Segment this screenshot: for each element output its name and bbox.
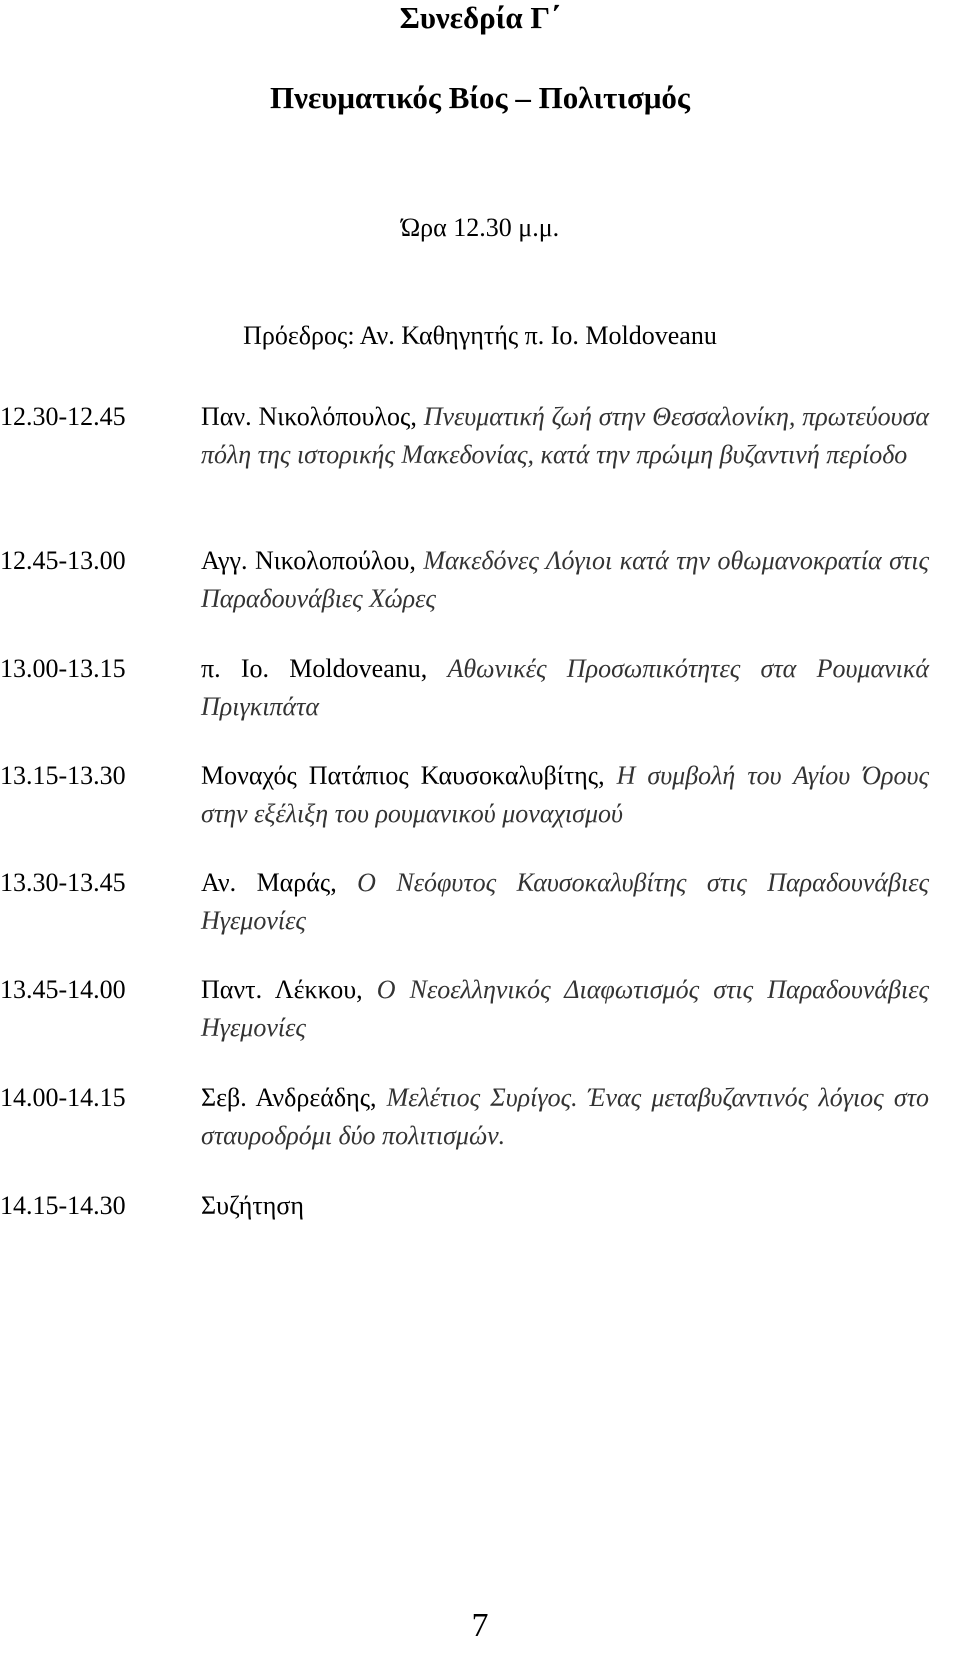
talk-title: Ο Νεόφυτος Καυσοκαλυβίτης στις Παραδουνάβιες Ηγεμονίες xyxy=(201,868,929,935)
speaker-name: Μοναχός Πατάπιος Καυσοκαλυβίτης, xyxy=(201,761,605,790)
schedule-time: 14.00-14.15 xyxy=(0,1083,126,1112)
schedule-time: 14.15-14.30 xyxy=(0,1191,126,1220)
schedule-entry xyxy=(201,1187,929,1225)
speaker-name: Παντ. Λέκκου, xyxy=(201,975,363,1004)
session-time: Ώρα 12.30 μ.μ. xyxy=(400,213,560,242)
speaker-name: Σεβ. Ανδρεάδης, xyxy=(201,1083,377,1112)
schedule-entry xyxy=(201,864,929,940)
speaker-name: π. Ιο. Moldoveanu, xyxy=(201,654,428,683)
schedule-entry xyxy=(201,1079,929,1155)
session-title: Συνεδρία Γ΄ xyxy=(399,0,561,35)
session-theme: Πνευματικός Βίος – Πολιτισμός xyxy=(270,80,690,115)
schedule-entry xyxy=(201,542,929,618)
schedule-entry xyxy=(201,398,929,474)
schedule-time: 13.30-13.45 xyxy=(0,868,126,897)
discussion-label: Συζήτηση xyxy=(201,1191,305,1220)
schedule-time: 13.15-13.30 xyxy=(0,761,126,790)
schedule-time: 13.00-13.15 xyxy=(0,654,126,683)
speaker-name: Παν. Νικολόπουλος, xyxy=(201,402,417,431)
talk-title: Πνευματική ζωή στην Θεσσαλονίκη, πρωτεύουσα πόλη της ιστορικής Μακεδονίας, κατά την πρώιμη βυζαντινή περίοδο xyxy=(201,402,930,469)
talk-title: Ο Νεοελληνικός Διαφωτισμός στις Παραδουνάβιες Ηγεμονίες xyxy=(201,975,929,1042)
schedule-entry xyxy=(201,757,929,833)
schedule-time: 12.45-13.00 xyxy=(0,546,126,575)
schedule-entry xyxy=(201,971,929,1047)
schedule-time: 12.30-12.45 xyxy=(0,402,126,431)
speaker-name: Αν. Μαράς, xyxy=(201,868,337,897)
speaker-name: Αγγ. Νικολοπούλου, xyxy=(201,546,416,575)
session-chair: Πρόεδρος: Αν. Καθηγητής π. Ιο. Moldoveanu xyxy=(243,321,717,350)
page-number: 7 xyxy=(471,1607,489,1644)
schedule-time: 13.45-14.00 xyxy=(0,975,126,1004)
talk-title: Αθωνικές Προσωπικότητες στα Ρουμανικά Πριγκιπάτα xyxy=(201,654,929,721)
talk-title: Μελέτιος Συρίγος. Ένας μεταβυζαντινός λόγιος στο σταυροδρόμι δύο πολιτισμών. xyxy=(201,1083,929,1150)
talk-title: Μακεδόνες Λόγιοι κατά την οθωμανοκρατία στις Παραδουνάβιες Χώρες xyxy=(201,546,929,613)
schedule-entry xyxy=(201,650,929,726)
talk-title: Η συμβολή του Αγίου Όρους στην εξέλιξη του ρουμανικού μοναχισμού xyxy=(201,761,929,828)
